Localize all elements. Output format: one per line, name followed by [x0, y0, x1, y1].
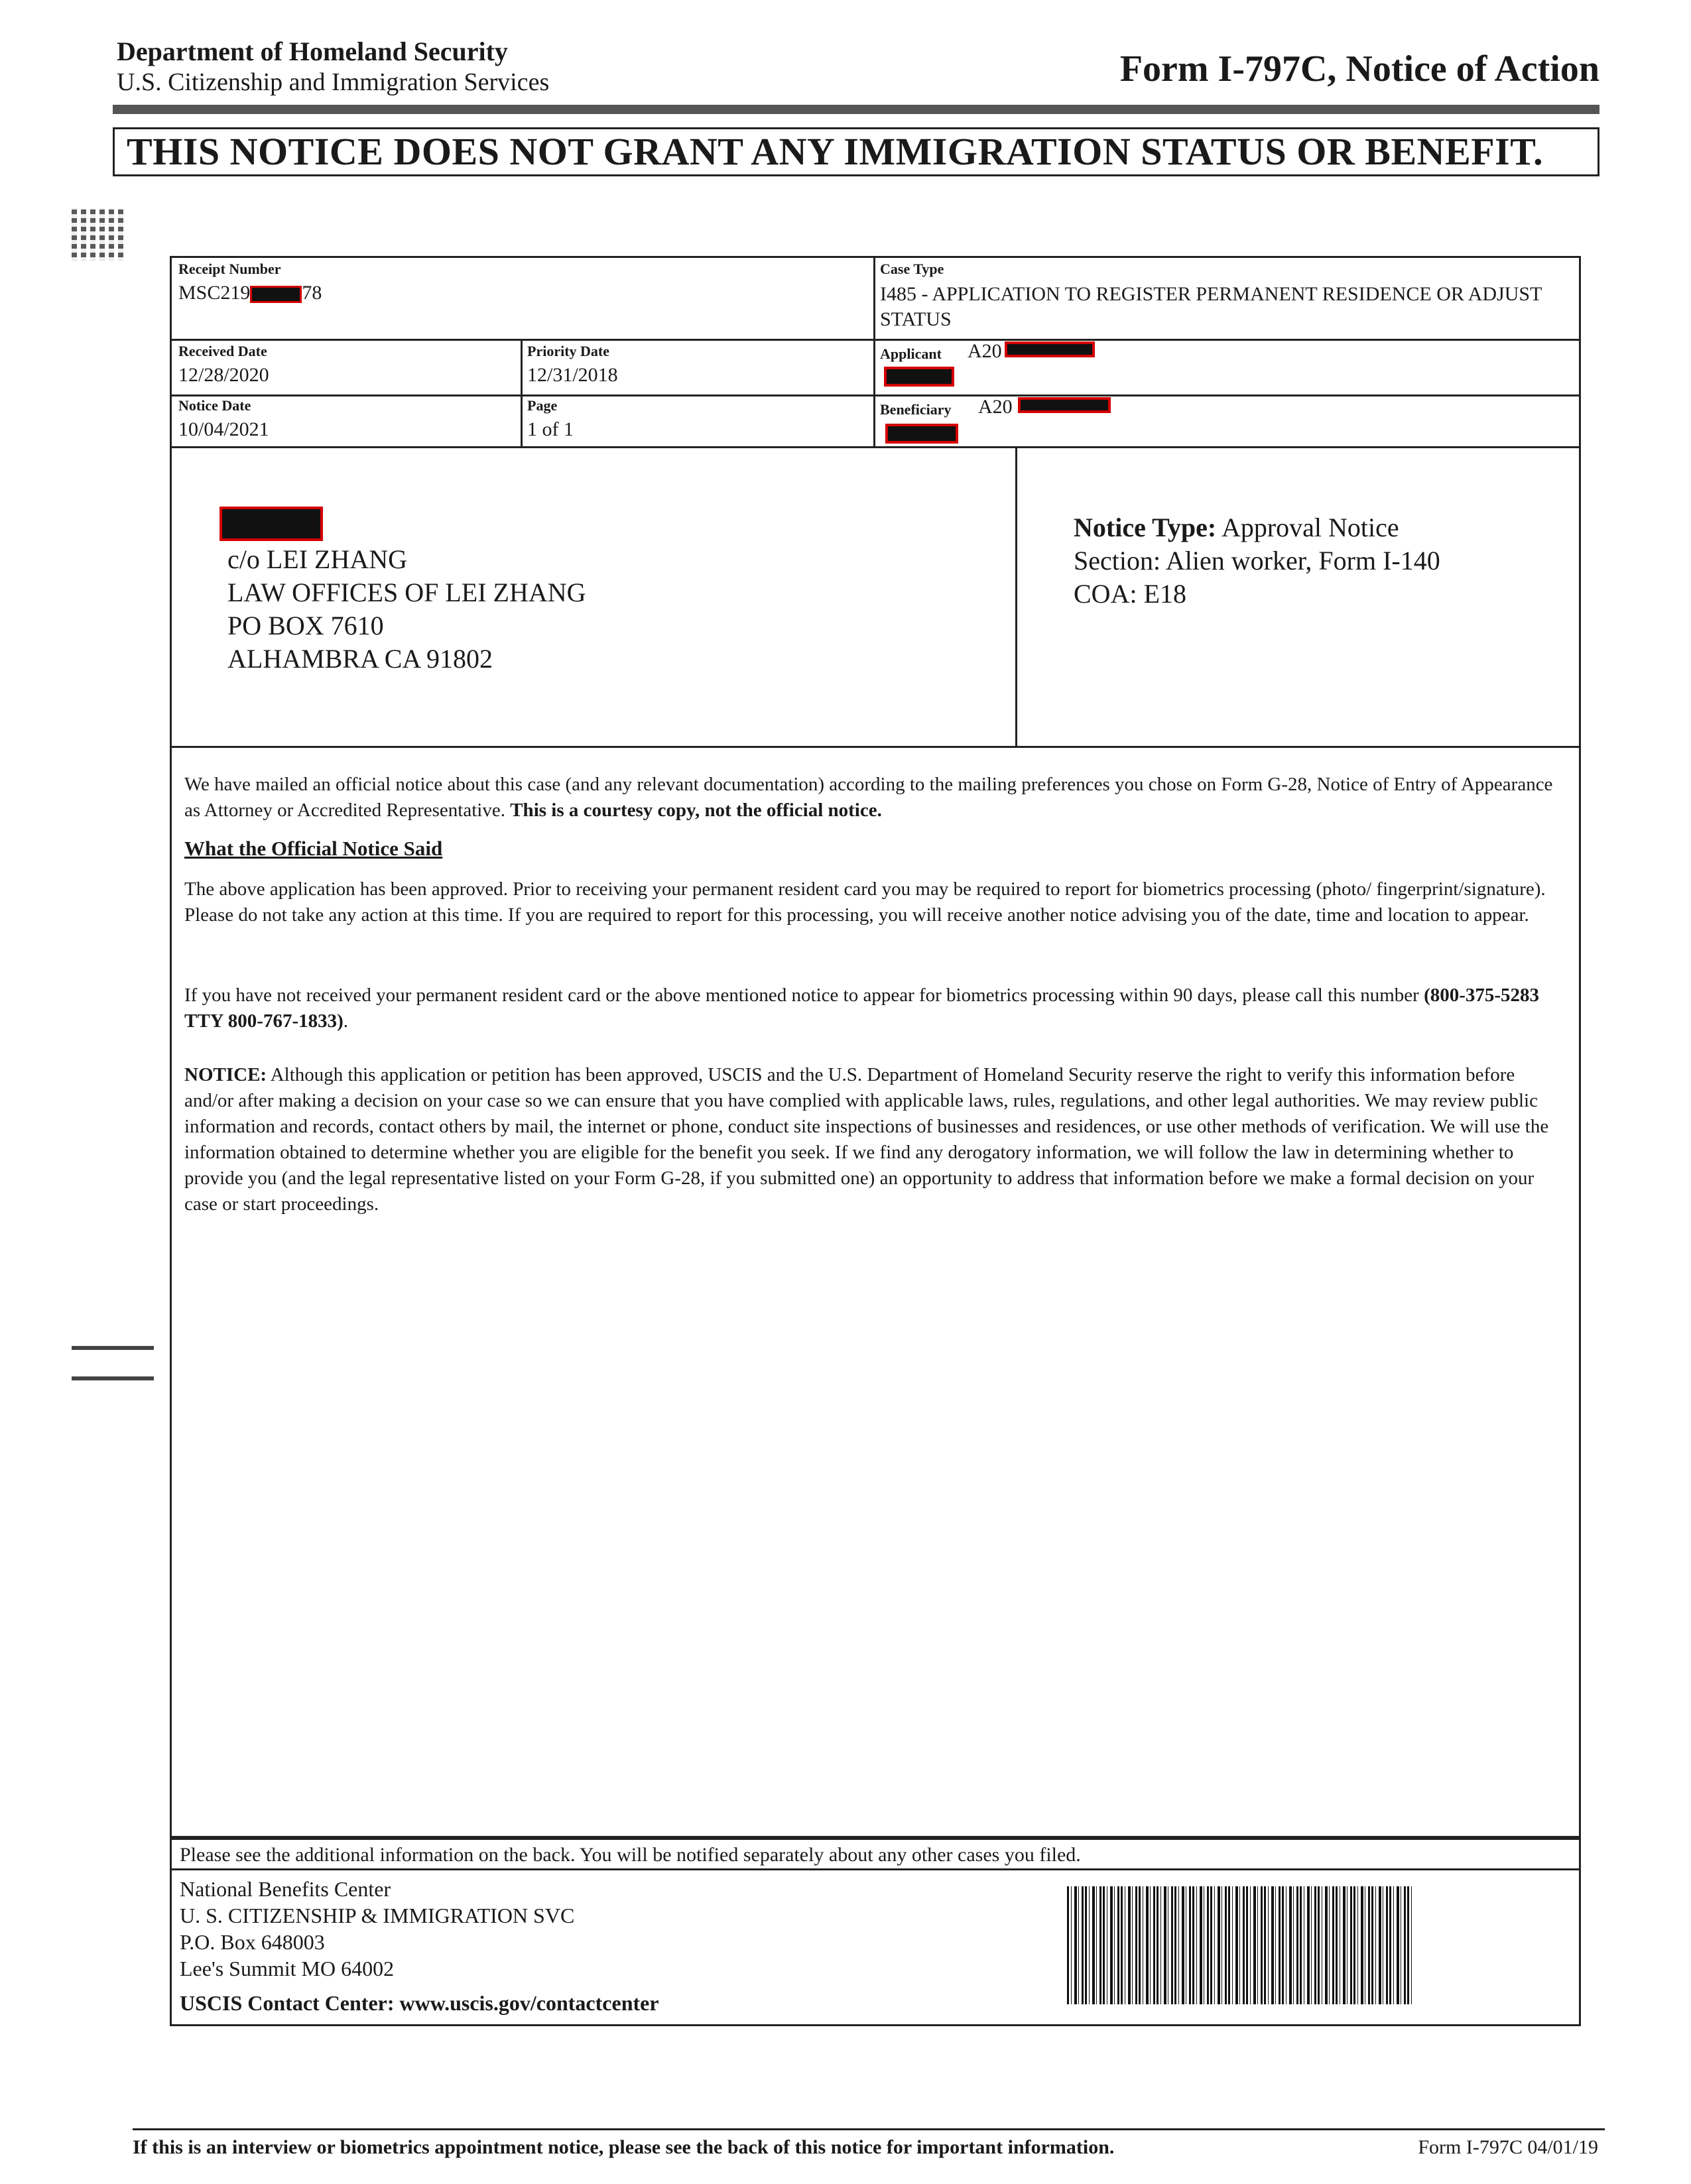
address-city: ALHAMBRA CA 91802: [227, 644, 493, 674]
office-name: National Benefits Center: [180, 1877, 391, 1901]
barcode-icon: [1067, 1886, 1412, 2004]
biometrics-paragraph: If you have not received your permanent resident card or the above mentioned notice to appear for biometrics processing within 90 days, please call this number (800-375-5283 TTY 800-767-1833).: [184, 985, 1540, 1032]
contact-center: USCIS Contact Center: www.uscis.gov/contactcenter: [180, 1991, 659, 2015]
address-firm: LAW OFFICES OF LEI ZHANG: [227, 577, 586, 607]
section-heading: What the Official Notice Said: [184, 837, 443, 860]
case-type-value: I485 - APPLICATION TO REGISTER PERMANENT RESIDENCE OR ADJUST STATUS: [880, 283, 1542, 330]
office-footer-box: [170, 1838, 1581, 2026]
notice-date: 10/04/2021: [178, 418, 269, 440]
form-title: Form I-797C, Notice of Action: [1119, 48, 1599, 90]
priority-date: 12/31/2018: [527, 364, 618, 386]
applicant-label: Applicant: [880, 345, 942, 362]
form-version: Form I-797C 04/01/19: [1418, 2136, 1598, 2158]
redaction-box: [219, 507, 323, 541]
office-city: Lee's Summit MO 64002: [180, 1957, 395, 1980]
office-po-box: P.O. Box 648003: [180, 1930, 325, 1954]
address-block: [170, 448, 1581, 748]
applicant-number: A20: [968, 340, 1002, 362]
redaction-box: [250, 286, 302, 303]
case-type-label: Case Type: [880, 261, 944, 277]
qr-code-icon: [72, 208, 125, 261]
header-rule: [113, 105, 1599, 114]
redaction-box: [884, 367, 954, 387]
notice-date-label: Notice Date: [178, 397, 251, 414]
footer-rule: [133, 2128, 1605, 2130]
receipt-number: MSC219 78: [178, 282, 322, 304]
address-po-box: PO BOX 7610: [227, 611, 384, 640]
notice-section: Section: Alien worker, Form I-140: [1074, 546, 1440, 576]
redaction-box: [1018, 397, 1111, 413]
approval-paragraph: The above application has been approved. Prior to receiving your permanent resident card you may be required to report for biometrics processing (photo/ fingerprint/signature). Please do not take any action at this time. If you are required to report for this processing, you will receive another notice advising you of the date, time and location to appear.: [184, 879, 1546, 926]
case-info-grid: [170, 256, 1581, 448]
page-value: 1 of 1: [527, 418, 574, 440]
scan-mark: [72, 1376, 154, 1380]
redaction-box: [885, 424, 958, 444]
intro-paragraph: We have mailed an official notice about this case (and any relevant documentation) according to the mailing preferences you chose on Form G-28, Notice of Entry of Appearance as Attorney or Accredited Representative. This is a courtesy copy, not the official notice.: [184, 774, 1553, 821]
agency-subtitle: U.S. Citizenship and Immigration Services: [117, 68, 550, 96]
footer-note: If this is an interview or biometrics appointment notice, please see the back of this notice for important information.: [133, 2136, 1115, 2158]
verification-notice: NOTICE: Although this application or petition has been approved, USCIS and the U.S. Department of Homeland Security reserve the right to verify this information before and/or after making a decision on your case so we can ensure that you have complied with applicable laws, rules, regulations, and other legal authorities. We may review public information and records, contact others by mail, the internet or phone, conduct site inspections of businesses and residences, or use other methods of verification. We will use the information obtained to determine whether you are eligible for the benefit you seek. If we find any derogatory information, we will follow the law in determining whether to provide you (and the legal representative listed on your Form G-28, if you submitted one) an opportunity to address that information before we make a formal decision on your case or start proceedings.: [184, 1064, 1549, 1215]
beneficiary-number: A20: [978, 396, 1013, 418]
notice-coa: COA: E18: [1074, 579, 1186, 609]
priority-date-label: Priority Date: [527, 343, 609, 359]
additional-info-strip: Please see the additional information on the back. You will be notified separately about any other cases you filed.: [172, 1840, 1579, 1870]
office-agency: U. S. CITIZENSHIP & IMMIGRATION SVC: [180, 1904, 575, 1927]
notice-type: Notice Type: Approval Notice: [1074, 513, 1399, 542]
page-label: Page: [527, 397, 558, 414]
beneficiary-label: Beneficiary: [880, 401, 952, 418]
receipt-number-label: Receipt Number: [178, 261, 281, 277]
redaction-box: [1005, 341, 1095, 357]
status-banner: THIS NOTICE DOES NOT GRANT ANY IMMIGRATION STATUS OR BENEFIT.: [113, 127, 1599, 176]
scan-mark: [72, 1346, 154, 1350]
agency-name: Department of Homeland Security: [117, 36, 508, 66]
address-care-of: c/o LEI ZHANG: [227, 544, 408, 574]
received-date: 12/28/2020: [178, 364, 269, 386]
received-date-label: Received Date: [178, 343, 267, 359]
